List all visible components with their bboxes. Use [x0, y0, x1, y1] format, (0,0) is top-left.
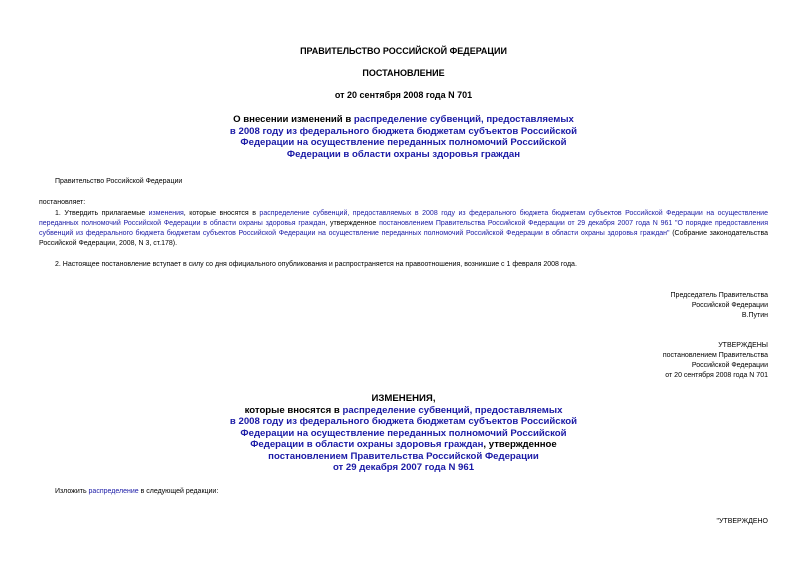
p1-text-c: , утвержденное — [325, 220, 380, 227]
approved-line-1: УТВЕРЖДЕНЫ — [718, 342, 768, 349]
title-line-4: Федерации в области охраны здоровья граждан — [286, 148, 521, 160]
changes-line-5[interactable]: постановлением Правительства Российской Федерации — [268, 450, 539, 462]
changes-line-4a: Федерации в области охраны здоровья граждан — [250, 439, 484, 450]
document-type: ПОСТАНОВЛЕНИЕ — [362, 68, 445, 78]
instruction — [55, 487, 218, 497]
instruction-text-b: в следующей редакции: — [138, 488, 219, 495]
government-name: ПРАВИТЕЛЬСТВО РОССИЙСКОЙ ФЕДЕРАЦИИ — [300, 46, 507, 56]
title-line-3: Федерации на осуществление переданных полномочий Российской — [240, 137, 567, 148]
signature-line-2: Российской Федерации — [691, 302, 768, 309]
approved-line-2: постановлением Правительства — [662, 352, 768, 359]
intro-text: Правительство Российской Федерации — [55, 178, 183, 185]
title-link[interactable]: распределение субвенций, предоставляемых — [353, 114, 574, 125]
instruction-text-a: Изложить — [55, 488, 89, 495]
approved-line-4: от 20 сентября 2008 года N 701 — [665, 372, 768, 379]
title-line-2: в 2008 году из федерального бюджета бюджетам субъектов Российской — [229, 125, 578, 137]
paragraph-2: 2. Настоящее постановление вступает в силу со дня официального опубликования и распространяется на правоотношения, возникшие с 1 февраля 2008 года. — [55, 261, 577, 268]
p1-text-b: , которые вносятся в — [183, 210, 260, 217]
changes-line-3: Федерации на осуществление переданных полномочий Российской — [240, 427, 567, 439]
p1-link-decree[interactable]: постановлением Правительства Российской Федерации от 29 декабря 2007 года N 961 "О порядке предоставления субвенций из федерального бюджета бюджетам субъектов Российской Федерации на осуществление переданных полномочий Российской Федерации в области охраны здоровья граждан" — [39, 220, 769, 237]
date-number: от 20 сентября 2008 года N 701 — [334, 90, 473, 100]
document-title — [0, 114, 807, 160]
changes-heading: ИЗМЕНЕНИЯ, — [371, 393, 436, 404]
signature-block — [671, 291, 768, 321]
changes-line-1-link[interactable]: распределение субвенций, предоставляемых — [342, 404, 563, 416]
p1-link-distribution[interactable]: распределение субвенций, предоставляемых в 2008 году из федерального бюджета бюджетам субъектов Российской Федерации на осуществление переданных полномочий Российской Федерации в области охраны здоровья граждан — [39, 210, 768, 227]
changes-line-6[interactable]: от 29 декабря 2007 года N 961 — [332, 462, 475, 473]
signature-line-1: Председатель Правительства — [670, 292, 768, 299]
instruction-link[interactable]: распределение — [88, 488, 139, 495]
p1-text-d: (Собрание законодательства Российской Федерации, 2008, N 3, ст.178). — [39, 230, 768, 247]
signature-name: В.Путин — [741, 312, 768, 319]
approved-block — [663, 341, 768, 381]
p1-text-a: 1. Утвердить прилагаемые — [55, 210, 149, 217]
changes-line-1a: которые вносятся в — [244, 404, 343, 416]
approved-quote: "УТВЕРЖДЕНО — [716, 518, 768, 525]
changes-line-2: в 2008 году из федерального бюджета бюджетам субъектов Российской — [229, 416, 578, 427]
paragraph-1 — [39, 209, 768, 249]
approved-line-3: Российской Федерации — [691, 362, 768, 369]
decree-word: постановляет: — [39, 199, 86, 206]
p1-link-changes[interactable]: изменения — [148, 210, 184, 217]
title-prefix: О внесении изменений в — [233, 114, 354, 125]
changes-heading-block — [0, 393, 807, 474]
changes-line-4b: , утвержденное — [483, 439, 557, 450]
